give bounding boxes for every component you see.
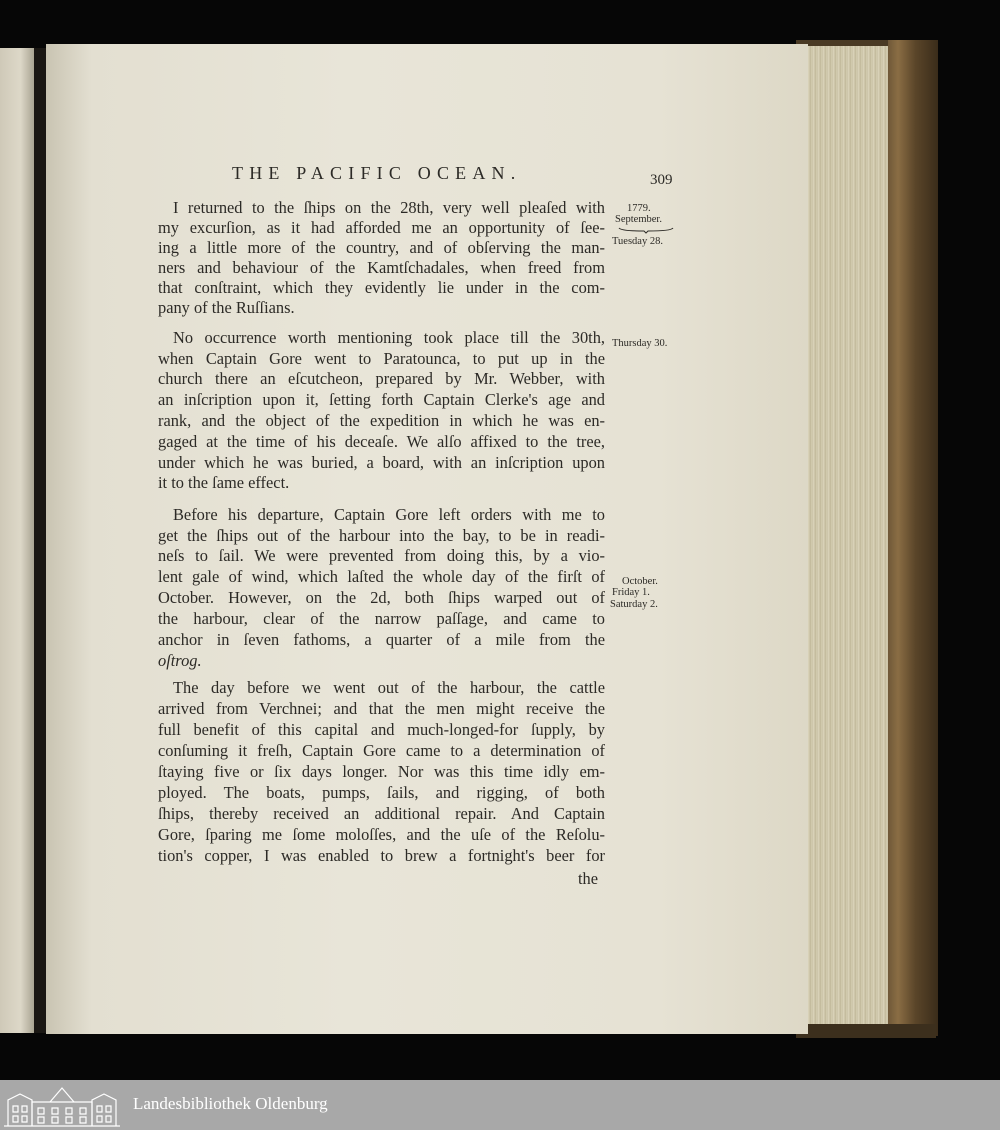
book-cover-bottom [796,1024,936,1038]
brace-icon [618,226,674,234]
text-line: No occurrence worth mentioning took place till the 30th, [173,328,605,347]
text-line: an inſcription upon it, ſetting forth Captain Clerke's age and [158,390,605,409]
text-line: ployed. The boats, pumps, ſails, and rigging, of both [158,783,605,802]
text-line: lent gale of wind, which laſted the whole day of the firſt of [158,567,605,586]
text-line: neſs to ſail. We were prevented from doing this, by a vio- [158,546,605,565]
library-building-icon [0,1080,124,1130]
text-line: the harbour, clear of the narrow paſſage, and came to [158,609,605,628]
text-line: under which he was buried, a board, with an inſcription upon [158,453,605,472]
text-line: full benefit of this capital and much-longed-for ſupply, by [158,720,605,739]
text-line: anchor in ſeven fathoms, a quarter of a mile from the [158,630,605,649]
margin-day-saturday: Saturday 2. [610,599,658,610]
text-line: my excurſion, as it had afforded me an opportunity of ſee- [158,218,605,237]
text-line: The day before we went out of the harbour, the cattle [173,678,605,697]
text-line: pany of the Ruſſians. [158,298,295,317]
left-page-edge [0,48,34,1033]
margin-year: 1779. [627,203,651,214]
page-fore-edge [802,46,894,1030]
page-number: 309 [650,172,673,188]
text-line: ſhips, thereby received an additional repair. And Captain [158,804,605,823]
text-line: ners and behaviour of the Kamtſchadales, when freed from [158,258,605,277]
book-cover-right [888,40,938,1036]
text-line: get the ſhips out of the harbour into the bay, to be in readi- [158,526,605,545]
text-line: it to the ſame effect. [158,473,290,492]
text-line: conſuming it freſh, Captain Gore came to a determination of [158,741,605,760]
text-line: rank, and the object of the expedition in which he was en- [158,411,605,430]
margin-month-october: October. [622,576,658,587]
text-line: tion's copper, I was enabled to brew a fortnight's beer for [158,846,605,865]
text-line: ſtaying five or ſix days longer. Nor was this time idly em- [158,762,605,781]
text-line: that conſtraint, which they evidently lie under in the com- [158,278,605,297]
margin-month: September. [615,214,662,225]
library-name: Landesbibliothek Oldenburg [133,1094,328,1113]
margin-day-tuesday: Tuesday 28. [612,236,663,247]
text-line: ing a little more of the country, and of obſerving the man- [158,238,605,257]
text-line: I returned to the ſhips on the 28th, very well pleaſed with [173,198,605,217]
running-head: THE PACIFIC OCEAN. [232,163,522,183]
text-line: when Captain Gore went to Paratounca, to put up in the [158,349,605,368]
text-line: Gore, ſparing me ſome moloſſes, and the uſe of the Reſolu- [158,825,605,844]
margin-day-friday: Friday 1. [612,587,650,598]
text-line: church there an eſcutcheon, prepared by Mr. Webber, with [158,369,605,388]
text-line: oſtrog. [158,651,202,670]
text-line: arrived from Verchnei; and that the men might receive the [158,699,605,718]
margin-day-thursday: Thursday 30. [612,338,668,349]
text-line: gaged at the time of his deceaſe. We alſo affixed to the tree, [158,432,605,451]
catchword: the [578,869,599,888]
text-line: October. However, on the 2d, both ſhips warped out of [158,588,605,607]
text-line: Before his departure, Captain Gore left orders with me to [173,505,605,524]
